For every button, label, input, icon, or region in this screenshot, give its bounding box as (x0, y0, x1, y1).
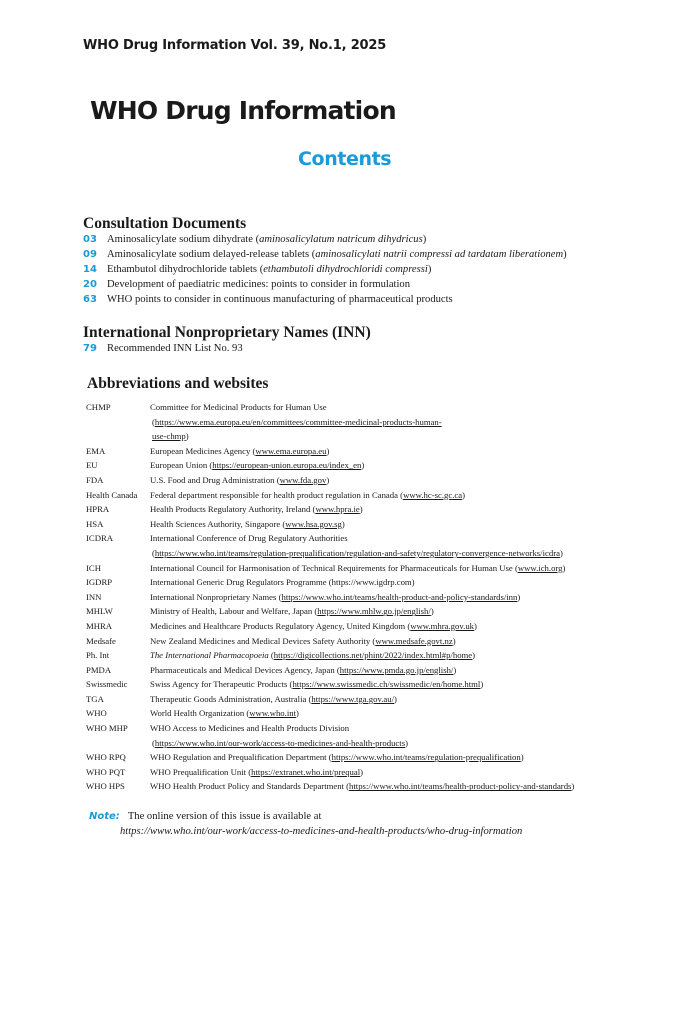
abbreviation-definition (150, 502, 363, 517)
toc-title-part: Aminosalicylate sodium delayed-release tablets ( (107, 249, 316, 260)
definition-text: ) (452, 635, 456, 646)
definition-text: Committee for Medicinal Products for Human Use (150, 402, 327, 412)
abbreviation-entry (86, 458, 574, 473)
abbreviation-entry (86, 692, 574, 707)
abbreviation-entry (86, 677, 574, 692)
toc-title-part: ) (422, 234, 427, 245)
definition-line (150, 458, 364, 473)
definition-text: European Medicines Agency ( (150, 445, 256, 456)
definition-line (150, 561, 565, 576)
definition-text: ) (361, 460, 365, 471)
definition-text: ) (480, 679, 484, 690)
definition-text: ) (360, 766, 364, 777)
definition-text: ) (562, 562, 566, 573)
definition-text: International Council for Harmonisation of Technical Requirements for Pharmaceuticals for Human Use ( (150, 562, 518, 573)
contents-heading: Contents (298, 148, 392, 170)
abbreviation-entry (86, 517, 574, 532)
definition-text: WHO Regulation and Prequalification Department ( (150, 752, 332, 763)
definition-text: ) (185, 431, 189, 442)
abbreviation-definition (150, 706, 299, 721)
definition-text: ) (326, 445, 330, 456)
definition-line (150, 590, 520, 605)
definition-line (150, 663, 456, 678)
website-link[interactable]: https://www.who.int/teams/health-product-policy-and-standards (349, 781, 572, 792)
website-link[interactable]: www.ema.europa.eu (255, 445, 327, 456)
definition-line (150, 736, 408, 751)
website-link[interactable]: www.fda.gov (279, 474, 327, 485)
definition-text: ) (462, 489, 465, 500)
toc-entry[interactable] (83, 249, 567, 264)
definition-text: The International Pharmacopoeia (150, 650, 269, 661)
note-text: The online version of this issue is available at (127, 811, 322, 822)
definition-text: ) (474, 620, 477, 631)
section-heading-consultation: Consultation Documents (83, 215, 247, 232)
definition-line (150, 429, 442, 444)
definition-text: ( (152, 547, 155, 558)
abbreviation-entry (86, 488, 574, 503)
website-link[interactable]: www.medsafe.govt.nz (375, 635, 453, 646)
abbreviation-definition (150, 604, 434, 619)
abbreviation-key: Health Canada (86, 489, 138, 500)
website-link[interactable]: https://www.ema.europa.eu/en/committees/committee-medicinal-products-human- (154, 416, 442, 427)
abbreviation-key: HPRA (86, 504, 110, 515)
abbreviation-definition (150, 590, 520, 605)
abbreviation-entry (86, 706, 574, 721)
abbreviation-key: MHRA (86, 620, 113, 631)
toc-title-part: WHO points to consider in continuous manufacturing of pharmaceutical products (107, 294, 453, 305)
toc-title-part: Development of paediatric medicines: points to consider in formulation (107, 279, 411, 290)
definition-text: Ministry of Health, Labour and Welfare, Japan ( (150, 606, 318, 617)
definition-text: International Conference of Drug Regulatory Authorities (150, 533, 348, 544)
abbreviation-key: Medsafe (86, 635, 116, 646)
abbreviation-definition (150, 444, 329, 459)
website-link[interactable]: www.hsa.gov.sg (285, 518, 342, 529)
abbreviation-definition (150, 458, 364, 473)
abbreviation-key: EMA (86, 445, 106, 456)
abbreviation-entry (86, 473, 574, 488)
toc-title-part: ethambutoli dihydrochloridi compressi (263, 264, 428, 275)
definition-text: WHO Access to Medicines and Health Products Division (150, 723, 350, 734)
website-link[interactable]: https://extranet.who.int/prequal (251, 766, 361, 777)
definition-text: ) (520, 752, 524, 763)
definition-line (150, 400, 442, 415)
toc-title-part: aminosalicylati natrii compressi ad tardatam liberationem (315, 249, 564, 260)
abbreviation-key: TGA (86, 693, 104, 704)
definition-text: U.S. Food and Drug Administration ( (150, 474, 280, 485)
abbreviation-key: MHLW (86, 606, 113, 617)
definition-text: WHO Prequalification Unit ( (150, 766, 252, 777)
toc-title-part: ) (563, 249, 567, 260)
toc-title-part: Aminosalicylate sodium dihydrate ( (107, 234, 260, 245)
abbreviation-definition (150, 619, 477, 634)
website-link[interactable]: https://www.who.int/teams/regulation-prequalification/regulation-and-safety/regulatory-convergence-networks/icdra (154, 547, 560, 558)
abbreviation-key: EU (86, 460, 98, 471)
abbreviation-key: INN (86, 591, 102, 602)
definition-text: World Health Organization ( (150, 708, 250, 719)
abbreviation-entry (86, 590, 574, 605)
abbreviation-definition (150, 677, 483, 692)
website-link[interactable]: https://european-union.europa.eu/index_en (212, 460, 362, 471)
definition-line (150, 706, 299, 721)
abbreviation-entry (86, 502, 574, 517)
definition-line (150, 765, 363, 780)
toc-entry[interactable] (83, 343, 243, 358)
definition-text: Health Products Regulatory Authority, Ireland ( (150, 504, 316, 515)
abbreviation-definition (150, 473, 329, 488)
abbreviation-key: WHO (86, 708, 107, 719)
website-link[interactable]: https://digicollections.net/phint/2022/index.html#p/home (273, 650, 473, 661)
definition-text: ) (405, 737, 408, 748)
page-title: WHO Drug Information (90, 96, 396, 125)
abbreviation-entry (86, 400, 574, 444)
note-label: Note: (89, 811, 120, 822)
website-link[interactable]: https://www.swissmedic.ch/swissmedic/en/home.html (292, 679, 481, 690)
abbreviation-definition (150, 575, 415, 590)
definition-text: Pharmaceuticals and Medical Devices Agency, Japan ( (150, 664, 340, 675)
website-link[interactable]: https://www.tga.gov.au/ (311, 693, 395, 704)
definition-text: International Generic Drug Regulators Programme (https://www.igdrp.com) (150, 577, 415, 588)
abbreviation-definition (150, 663, 456, 678)
definition-text: ( (268, 650, 274, 661)
definition-text: Health Sciences Authority, Singapore ( (150, 518, 286, 529)
abbreviation-key: Swissmedic (86, 679, 128, 690)
abbreviation-key: PMDA (86, 664, 112, 675)
section-heading-abbreviations: Abbreviations and websites (87, 375, 269, 392)
abbreviation-key: Ph. Int (86, 650, 110, 661)
definition-text: ) (341, 518, 345, 529)
abbreviation-definition (150, 561, 565, 576)
toc-title-part: ) (427, 264, 432, 275)
definition-line (150, 750, 524, 765)
abbreviation-definition (150, 517, 345, 532)
toc-entry-title (107, 264, 431, 275)
toc-entry-title (107, 294, 453, 305)
abbreviation-key: WHO MHP (86, 723, 128, 734)
abbreviation-definition (150, 634, 456, 649)
definition-text: European Union ( (150, 460, 213, 471)
toc-entry-title (107, 234, 426, 245)
toc-page-number: 09 (83, 249, 97, 260)
definition-text: Therapeutic Goods Administration, Australia ( (150, 693, 312, 704)
definition-line (150, 604, 434, 619)
definition-line (150, 488, 465, 503)
abbreviation-key: FDA (86, 474, 104, 485)
definition-text: ) (359, 504, 363, 515)
definition-text: ) (394, 693, 397, 704)
definition-text: Medicines and Healthcare Products Regulatory Agency, United Kingdom ( (150, 620, 411, 631)
toc-page-number: 03 (83, 234, 97, 245)
website-link[interactable]: https://www.who.int/teams/regulation-prequalification (331, 752, 521, 763)
abbreviation-definition (150, 779, 574, 794)
abbreviation-key: WHO PQT (86, 766, 126, 777)
toc-entry[interactable] (83, 294, 567, 309)
toc-page-number: 20 (83, 279, 97, 290)
abbreviation-entry (86, 531, 574, 560)
definition-text: ) (296, 708, 299, 719)
definition-line (150, 473, 329, 488)
toc-page-number: 63 (83, 294, 97, 305)
toc-entry-title (107, 249, 567, 260)
toc-title-part: Ethambutol dihydrochloride tablets ( (107, 264, 264, 275)
abbreviation-entry (86, 619, 574, 634)
definition-text: ) (571, 781, 575, 792)
toc-page-number: 79 (83, 343, 97, 354)
toc-title-part: Recommended INN List No. 93 (107, 343, 243, 354)
website-link[interactable]: https://www.who.int/our-work/access-to-medicines-and-health-products (154, 737, 406, 748)
website-link[interactable]: https://www.who.int/teams/health-product-and-policy-standards/inn (281, 591, 518, 602)
website-link[interactable]: www.hpra.ie (315, 504, 360, 515)
note-block (89, 806, 522, 837)
abbreviation-definition (150, 648, 475, 663)
definition-text: ) (559, 547, 563, 558)
abbreviations-list (86, 400, 574, 794)
definition-text: ) (517, 591, 521, 602)
definition-line (150, 415, 442, 430)
toc-list-consultation (83, 234, 567, 309)
definition-text: International Nonproprietary Names ( (150, 591, 282, 602)
abbreviation-entry (86, 779, 574, 794)
website-link[interactable]: https://www.pmda.go.jp/english/ (339, 664, 454, 675)
abbreviation-entry (86, 750, 574, 765)
website-link[interactable]: www.mhra.gov.uk (410, 620, 475, 631)
abbreviation-key: HSA (86, 518, 104, 529)
section-heading-inn: International Nonproprietary Names (INN) (83, 324, 371, 341)
definition-line (150, 677, 483, 692)
definition-text: New Zealand Medicines and Medical Devices Safety Authority ( (150, 635, 376, 646)
abbreviation-key: IGDRP (86, 577, 113, 588)
abbreviation-entry (86, 663, 574, 678)
definition-text: WHO Health Product Policy and Standards Department ( (150, 781, 350, 792)
definition-line (150, 721, 408, 736)
definition-line (150, 517, 345, 532)
toc-entry[interactable] (83, 279, 567, 294)
definition-line (150, 779, 574, 794)
abbreviation-entry (86, 634, 574, 649)
note-url[interactable]: https://www.who.int/our-work/access-to-medicines-and-health-products/who-drug-information (120, 826, 523, 837)
definition-text: ) (326, 474, 330, 485)
definition-text: ) (472, 650, 476, 661)
definition-line (150, 692, 397, 707)
abbreviation-definition (150, 488, 465, 503)
abbreviation-entry (86, 444, 574, 459)
definition-text: ) (453, 664, 457, 675)
abbreviation-definition (150, 692, 397, 707)
definition-line (150, 648, 475, 663)
definition-text: ( (152, 737, 155, 748)
abbreviation-entry (86, 561, 574, 576)
abbreviation-definition (150, 531, 563, 560)
abbreviation-entry (86, 575, 574, 590)
abbreviation-entry (86, 604, 574, 619)
website-link[interactable]: www.ich.org (517, 562, 563, 573)
running-header: WHO Drug Information Vol. 39, No.1, 2025 (83, 38, 387, 53)
abbreviation-entry (86, 721, 574, 750)
definition-text: ( (152, 416, 155, 427)
abbreviation-definition (150, 721, 408, 750)
abbreviation-key: ICH (86, 562, 101, 573)
toc-entry-title (107, 343, 243, 354)
abbreviation-key: WHO HPS (86, 781, 125, 792)
website-link[interactable]: www.hc-sc.gc.ca (403, 489, 463, 500)
abbreviation-key: ICDRA (86, 533, 114, 544)
definition-line (150, 444, 329, 459)
website-link[interactable]: www.who.int (249, 708, 296, 719)
definition-line (150, 546, 563, 561)
definition-line (150, 531, 563, 546)
toc-page-number: 14 (83, 264, 97, 275)
website-link[interactable]: https://www.mhlw.go.jp/english/ (317, 606, 431, 617)
toc-entry-title (107, 279, 410, 290)
abbreviation-key: CHMP (86, 402, 111, 412)
abbreviation-definition (150, 400, 442, 444)
abbreviation-key: WHO RPQ (86, 752, 126, 763)
abbreviation-definition (150, 765, 363, 780)
toc-list-inn (83, 343, 243, 358)
definition-text: Federal department responsible for health product regulation in Canada ( (150, 489, 404, 500)
toc-entry[interactable] (83, 234, 567, 249)
abbreviation-entry (86, 648, 574, 663)
abbreviation-entry (86, 765, 574, 780)
definition-line (150, 634, 456, 649)
toc-title-part: aminosalicylatum natricum dihydricus (259, 234, 423, 245)
website-link[interactable]: use-chmp (152, 431, 186, 442)
abbreviation-definition (150, 750, 524, 765)
definition-text: Swiss Agency for Therapeutic Products ( (150, 679, 293, 690)
definition-line (150, 619, 477, 634)
definition-line (150, 502, 363, 517)
definition-text: ) (430, 606, 434, 617)
definition-line (150, 575, 415, 590)
toc-entry[interactable] (83, 264, 567, 279)
